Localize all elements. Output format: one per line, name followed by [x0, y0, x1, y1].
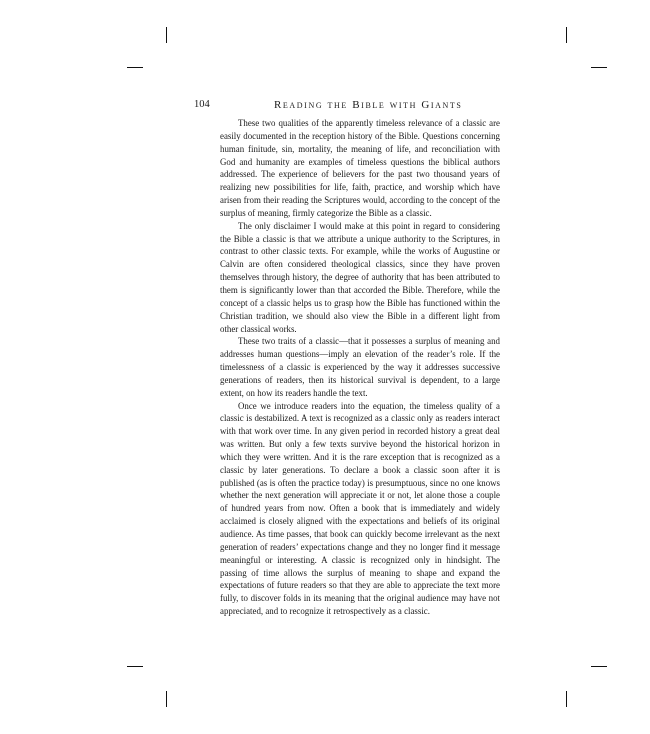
crop-mark-left-bottom	[127, 666, 143, 667]
paragraph: Once we introduce readers into the equation, the timeless quality of a classic is destabilized. A text is recognized as a classic only as readers interact with that work over time. In any given period in recorded history a great deal was written. But only a few texts survive beyond the historical horizon in which they were written. And it is the rare exception that is recognized as a classic by later generations. To declare a book a classic soon after it is published (as is often the practice today) is presumptuous, since no one knows whether the next generation will appreciate it or not, let alone those a couple of hundred years from now. Often a book that is immediately and widely acclaimed is closely aligned with the expectations and beliefs of its original audience. As time passes, that book can quickly become irrelevant as the next generation of readers’ expectations change and they no longer find it message meaningful or interesting. A classic is recognized only in hindsight. The passing of time allows the surplus of meaning to shape and expand the expectations of future readers so that they are able to appreciate the text more fully, to discover folds in its meaning that the original audience may have not appreciated, and to recognize it retrospectively as a classic.	[220, 400, 500, 617]
crop-mark-bottom-right	[566, 691, 567, 707]
crop-mark-left-top	[127, 67, 143, 68]
body-text	[220, 117, 500, 618]
paragraph: These two qualities of the apparently timeless relevance of a classic are easily documented in the reception history of the Bible. Questions concerning human finitude, sin, mortality, the meaning of life, and reconciliation with God and humanity are examples of timeless questions the biblical authors addressed. The experience of believers for the past two thousand years of realizing new possibilities for life, faith, practice, and worship which have arisen from their reading the Scriptures would, according to the concept of the surplus of meaning, firmly categorize the Bible as a classic.	[220, 118, 500, 218]
running-title: Reading the Bible with Giants	[274, 99, 463, 111]
paragraph: The only disclaimer I would make at this point in regard to considering the Bible a classic is that we attribute a unique authority to the Scriptures, in contrast to other classic texts. For example, while the works of Augustine or Calvin are often considered theological classics, since they have proven themselves through history, the degree of authority that has been attributed to them is significantly lower than that accorded the Bible. Therefore, while the concept of a classic helps us to grasp how the Bible has functioned within the Christian tradition, we should also view the Bible in a different light from other classical works.	[220, 220, 500, 334]
paragraph: These two traits of a classic—that it possesses a surplus of meaning and addresses human questions—imply an elevation of the reader’s role. If the timelessness of a classic is experienced by the way it addresses successive generations of readers, then its historical survival is dependent, to a large extent, on how its readers handle the text.	[220, 336, 500, 398]
crop-mark-right-bottom	[591, 666, 607, 667]
crop-mark-top-left	[166, 27, 167, 43]
running-head	[194, 98, 500, 112]
crop-mark-right-top	[591, 67, 607, 68]
page-number: 104	[194, 99, 210, 110]
crop-mark-bottom-left	[166, 691, 167, 707]
crop-mark-top-right	[566, 27, 567, 43]
